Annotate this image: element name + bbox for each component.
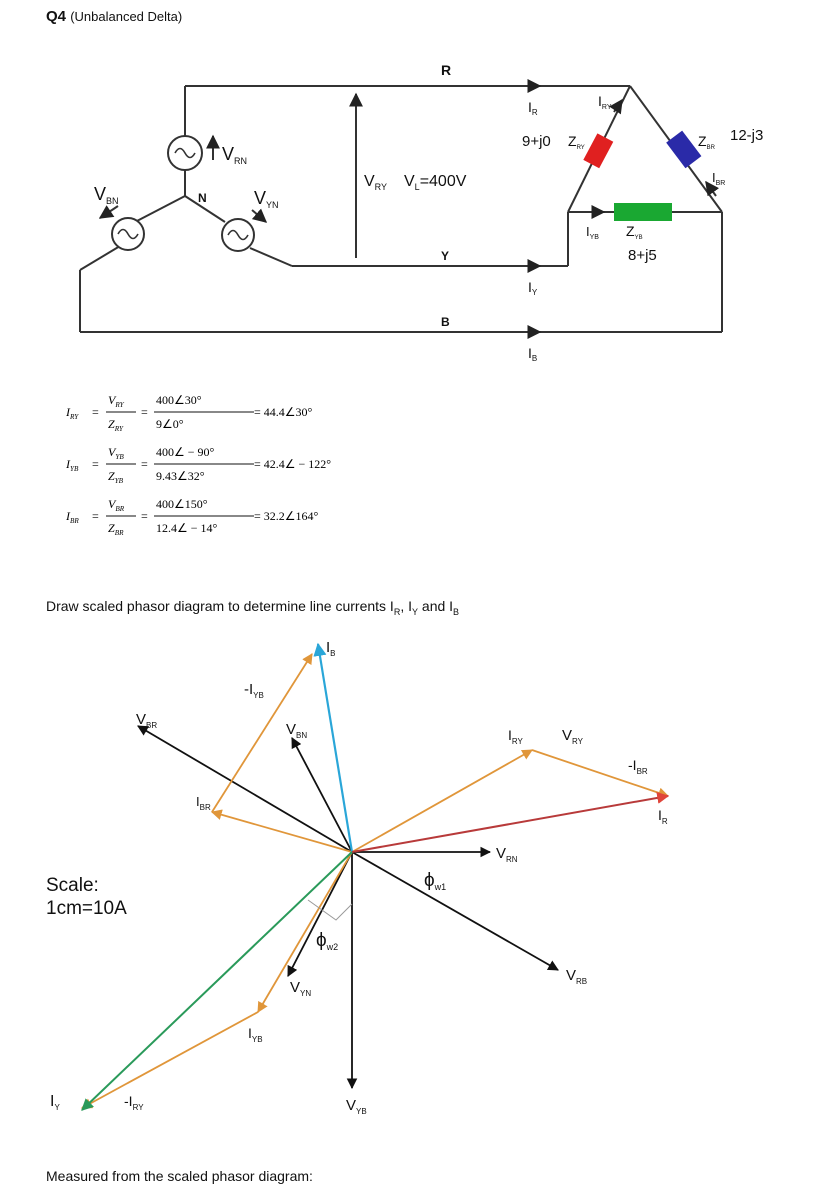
svg-text:IY: $I_Y$ — [50, 1093, 60, 1112]
scale-line1: Scale: — [46, 875, 99, 896]
svg-text:IR: $I_R$ — [658, 807, 668, 826]
label-i-br: I — [196, 794, 200, 809]
phasor-heading: Draw scaled phasor diagram to determine line currents $I_R$, $I_Y$ and $I_B$ — [46, 598, 460, 617]
label-phi-w1: ϕ — [424, 870, 435, 891]
svg-text:VL=400V: $V_L=400V$ — [404, 173, 467, 192]
equation-lhs: $I_{BR}$ — [66, 509, 79, 525]
v-ry-label: V — [364, 173, 375, 190]
equation-numerator: 400∠30° — [156, 393, 202, 407]
phasor-i-y — [82, 852, 352, 1110]
z-ry-value: 9+j0 — [522, 133, 551, 150]
label-i-ry: I — [508, 727, 512, 743]
node-r-label: R — [441, 62, 452, 78]
i-r-label: I — [528, 99, 532, 115]
label-v-rn: V — [496, 845, 507, 862]
svg-text:IYB: $I_{YB}$ — [248, 1025, 263, 1044]
label-v-br: V — [136, 711, 147, 728]
svg-text:IYB: $I_{YB}$ — [586, 224, 599, 241]
v-bn-arrow — [100, 206, 118, 218]
svg-text:IRY: $I_{RY}$ — [508, 727, 523, 746]
equals-sign: = — [92, 509, 99, 523]
svg-text:VYB: $V_{YB}$ — [346, 1097, 367, 1116]
equation-row — [65, 497, 319, 537]
z-yb-label: Z — [626, 223, 635, 239]
svg-text:VBR: $V_{BR}$ — [136, 711, 158, 730]
i-y-label: I — [528, 279, 532, 295]
equation-denominator: 12.4∠ − 14° — [156, 521, 218, 535]
v-rn-label: V — [222, 144, 235, 164]
title-main: Q4 — [46, 8, 67, 25]
svg-text:-IRY: $-I_{RY}$ — [124, 1093, 144, 1112]
equation-numerator: 400∠150° — [156, 497, 208, 511]
svg-text:VBN: $V_{BN}$ — [286, 721, 308, 740]
label-minus-i-br: -I — [628, 757, 637, 773]
z-ry-label: Z — [568, 133, 577, 149]
label-v-bn: V — [286, 721, 297, 738]
svg-text:VRN: $V_{RN}$ — [222, 144, 248, 166]
i-yb-label: I — [586, 224, 590, 239]
z-br-label: Z — [698, 133, 707, 149]
svg-text:IBR: $I_{BR}$ — [712, 170, 726, 187]
label-phi-w2: ϕ — [316, 930, 327, 951]
i-b-label: I — [528, 345, 532, 361]
z-br-resistor — [666, 131, 701, 169]
equation-result: = 32.2∠164° — [254, 509, 319, 523]
label-i-r: I — [658, 807, 662, 823]
equation-lhs: $I_{RY}$ — [66, 405, 79, 421]
phasor-v-br — [138, 726, 352, 852]
measured-note: Measured from the scaled phasor diagram: — [46, 1168, 313, 1184]
equation-denominator: 9∠0° — [156, 417, 184, 431]
svg-text:VRN: $V_{RN}$ — [496, 845, 518, 864]
node-b-label: B — [441, 315, 450, 329]
z-yb-resistor — [614, 203, 672, 221]
svg-text:VRY: $V_{RY}$ — [364, 173, 388, 192]
v-bn-label: V — [94, 184, 107, 204]
scale-line2: 1cm=10A — [46, 898, 127, 919]
i-ry-label: I — [598, 93, 602, 109]
equals-sign: = — [92, 457, 99, 471]
svg-text:IY: $I_Y$ — [528, 279, 538, 297]
svg-text:IBR: $I_{BR}$ — [196, 794, 211, 812]
z-br-value: 12-j3 — [730, 127, 764, 144]
phasor-i-yb — [258, 852, 352, 1012]
equation-numerator: 400∠ − 90° — [156, 445, 215, 459]
phasor-diagram — [0, 630, 828, 1150]
label-minus-i-ry: -I — [124, 1093, 133, 1109]
svg-text:ϕw1: $\phi_{w1}$ — [424, 870, 447, 892]
phasor-v-rb — [352, 852, 558, 970]
v-l-label: V — [404, 173, 415, 190]
equation-impedance: $Z_{RY}$ — [108, 417, 123, 433]
equals-sign: = — [92, 405, 99, 419]
svg-text:-IYB: $-I_{YB}$ — [244, 681, 264, 700]
phasor-i-br — [212, 812, 352, 852]
label-i-y: I — [50, 1093, 55, 1110]
label-v-yn: V — [290, 979, 301, 996]
svg-text:VRY: $V_{RY}$ — [562, 727, 583, 746]
equation-row — [65, 393, 313, 433]
z-yb-value: 8+j5 — [628, 247, 657, 264]
svg-text:ZBR: $Z_{BR}$ — [698, 133, 715, 151]
equals-sign: = — [141, 509, 148, 523]
z-ry-resistor — [583, 133, 613, 168]
label-i-b: I — [326, 639, 331, 656]
svg-text:VRB: $V_{RB}$ — [566, 967, 588, 986]
node-y-label: Y — [441, 249, 450, 263]
i-br-label: I — [712, 170, 716, 185]
node-n-label: N — [198, 191, 207, 205]
equations — [0, 380, 828, 580]
equation-impedance: $Z_{BR}$ — [108, 521, 124, 537]
svg-text:IR: $I_R$ — [528, 99, 538, 117]
v-yn-arrow — [252, 210, 266, 222]
equation-voltage: $V_{YB}$ — [108, 445, 124, 461]
label-v-ry: V — [562, 727, 573, 744]
equation-voltage: $V_{BR}$ — [108, 497, 125, 513]
svg-text:ZRY: $Z_{RY}$ — [568, 133, 585, 151]
svg-text:IRY: $I_{RY}$ — [598, 93, 612, 111]
equation-denominator: 9.43∠32° — [156, 469, 205, 483]
svg-text:VYN: $V_{YN}$ — [254, 188, 279, 210]
label-v-rb: V — [566, 967, 577, 984]
equals-sign: = — [141, 457, 148, 471]
svg-text:ϕw2: $\phi_{w2}$ — [316, 930, 339, 952]
label-v-yb: V — [346, 1097, 357, 1114]
circuit-diagram — [0, 0, 828, 380]
svg-text:VBN: $V_{BN}$ — [94, 184, 119, 206]
equation-lhs: $I_{YB}$ — [66, 457, 79, 473]
equals-sign: = — [141, 405, 148, 419]
equation-result: = 44.4∠30° — [254, 405, 313, 419]
svg-text:IB: $I_B$ — [528, 345, 538, 363]
label-minus-i-yb: -I — [244, 681, 254, 698]
equation-row — [65, 445, 331, 485]
equation-voltage: $V_{RY}$ — [108, 393, 124, 409]
label-i-yb: I — [248, 1025, 252, 1041]
v-yn-label: V — [254, 188, 267, 208]
title-sub: (Unbalanced Delta) — [70, 9, 183, 24]
svg-text:ZYB: $Z_{YB}$ — [626, 223, 643, 241]
phasor-i-r — [352, 796, 668, 852]
equation-result: = 42.4∠ − 122° — [254, 457, 332, 471]
equation-impedance: $Z_{YB}$ — [108, 469, 124, 485]
svg-text:-IBR: $-I_{BR}$ — [628, 757, 648, 776]
svg-text:IB: $I_B$ — [326, 639, 336, 658]
svg-text:VYN: $V_{YN}$ — [290, 979, 312, 998]
